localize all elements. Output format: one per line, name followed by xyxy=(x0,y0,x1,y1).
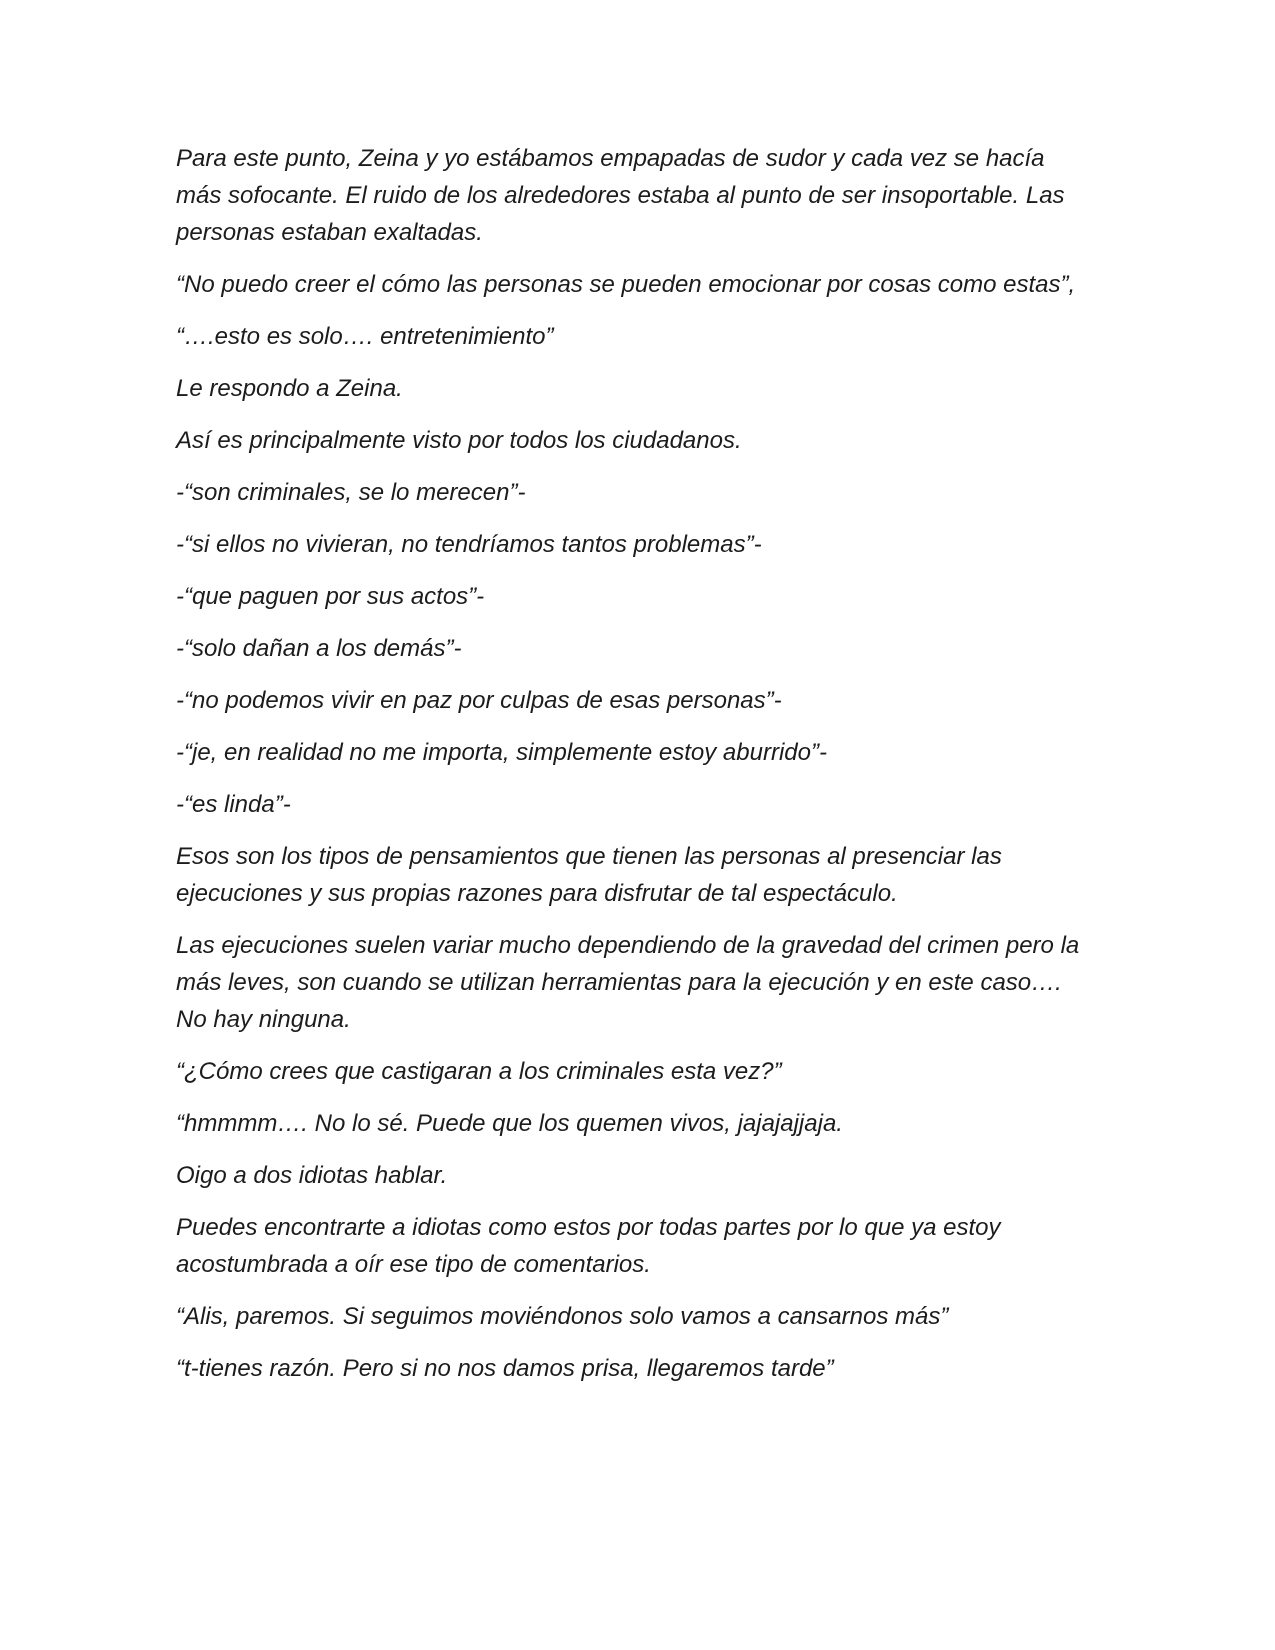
paragraph-6: -“son criminales, se lo merecen”- xyxy=(176,479,526,506)
paragraph-2: “No puedo creer el cómo las personas se pueden emocionar por cosas como estas”, xyxy=(176,271,1076,298)
paragraph-18: Puedes encontrarte a idiotas como estos por todas partes por lo que ya estoy acostumbrada a oír ese tipo de comentarios. xyxy=(176,1214,1001,1278)
paragraph-15: “¿Cómo crees que castigaran a los criminales esta vez?” xyxy=(176,1058,782,1085)
paragraph-4: Le respondo a Zeina. xyxy=(176,375,403,402)
paragraph-20: “t-tienes razón. Pero si no nos damos prisa, llegaremos tarde” xyxy=(176,1355,834,1382)
paragraph-8: -“que paguen por sus actos”- xyxy=(176,583,485,610)
paragraph-13: Esos son los tipos de pensamientos que tienen las personas al presenciar las ejecuciones y sus propias razones para disfrutar de tal espectáculo. xyxy=(176,843,1002,907)
paragraph-19: “Alis, paremos. Si seguimos moviéndonos solo vamos a cansarnos más” xyxy=(176,1303,949,1330)
paragraph-1: Para este punto, Zeina y yo estábamos empapadas de sudor y cada vez se hacía más sofocante. El ruido de los alrededores estaba al punto de ser insoportable. Las personas estaban exaltadas. xyxy=(176,145,1065,246)
paragraph-11: -“je, en realidad no me importa, simplemente estoy aburrido”- xyxy=(176,739,827,766)
paragraph-14: Las ejecuciones suelen variar mucho dependiendo de la gravedad del crimen pero la más leves, son cuando se utilizan herramientas para la ejecución y en este caso…. No hay ninguna. xyxy=(176,932,1080,1033)
paragraph-7: -“si ellos no vivieran, no tendríamos tantos problemas”- xyxy=(176,531,762,558)
paragraph-9: -“solo dañan a los demás”- xyxy=(176,635,462,662)
paragraph-17: Oigo a dos idiotas hablar. xyxy=(176,1162,448,1189)
paragraph-16: “hmmmm…. No lo sé. Puede que los quemen vivos, jajajajjaja. xyxy=(176,1110,843,1137)
paragraph-3: “….esto es solo…. entretenimiento” xyxy=(176,323,554,350)
document-body xyxy=(176,140,1096,1402)
paragraph-10: -“no podemos vivir en paz por culpas de esas personas”- xyxy=(176,687,782,714)
paragraph-5: Así es principalmente visto por todos los ciudadanos. xyxy=(176,427,742,454)
paragraph-12: -“es linda”- xyxy=(176,791,291,818)
